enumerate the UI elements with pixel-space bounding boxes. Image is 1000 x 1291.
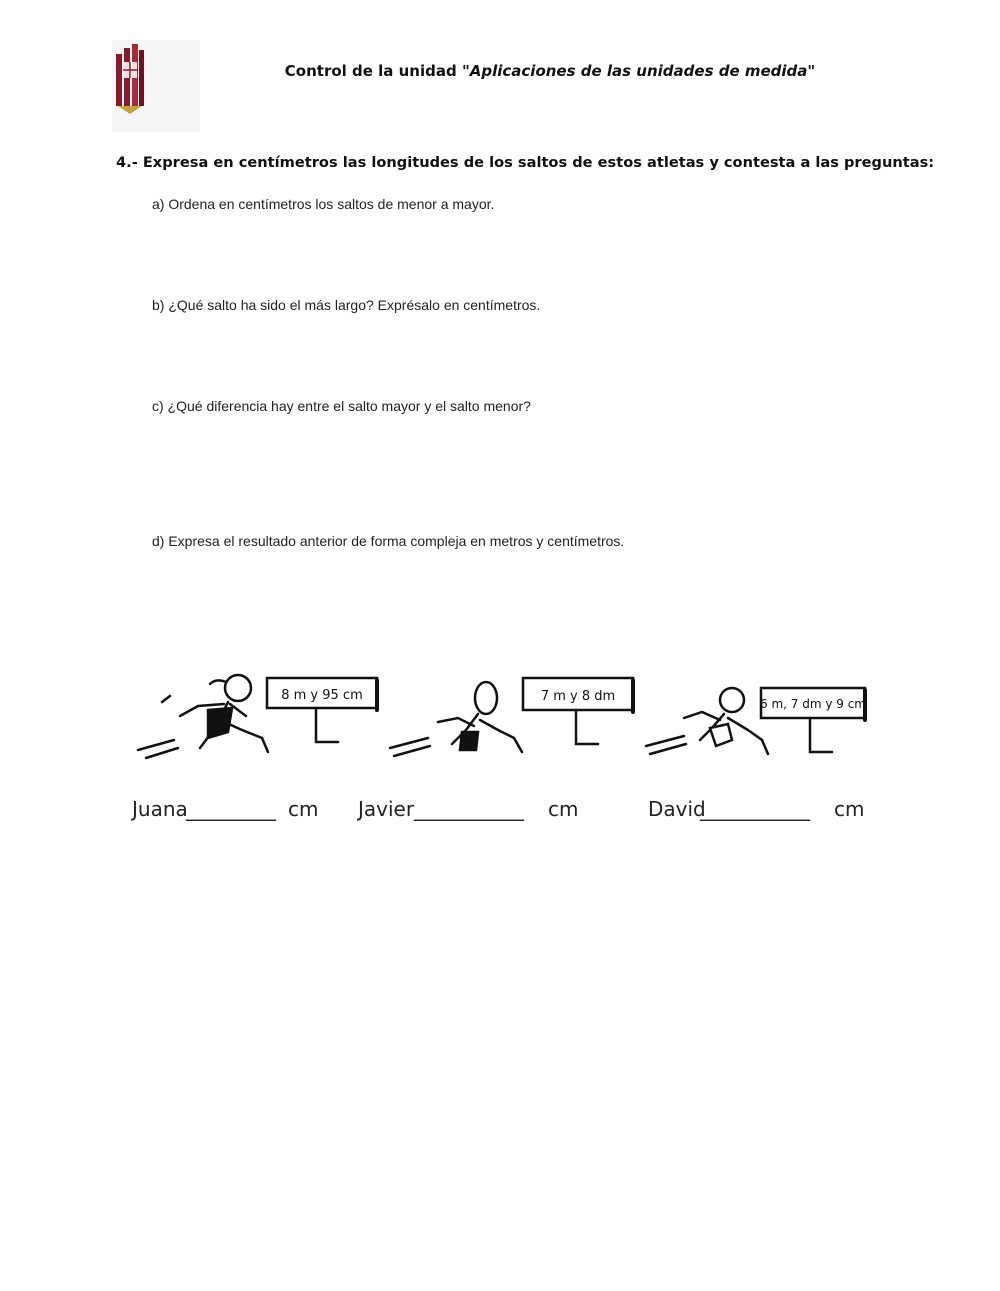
question-d: d) Expresa el resultado anterior de forma compleja en metros y centímetros. [152, 533, 625, 549]
exercise-heading: 4.- Expresa en centímetros las longitudes de los saltos de estos atletas y contesta a las preguntas: [116, 154, 935, 171]
sign-juana: 8 m y 95 cm [281, 688, 363, 703]
question-a: a) Ordena en centímetros los saltos de menor a mayor. [152, 196, 495, 212]
sign-javier: 7 m y 8 dm [540, 689, 616, 704]
unit-juana: cm [288, 797, 319, 821]
long-jump-illustration [128, 660, 878, 835]
unit-david: cm [834, 797, 865, 821]
blank-juana[interactable]: _________ [186, 797, 276, 821]
blank-javier[interactable]: ___________ [414, 797, 524, 821]
school-logo [108, 40, 200, 132]
label-javier: Javier [358, 797, 415, 821]
label-juana: Juana [132, 797, 188, 821]
sign-david: 6 m, 7 dm y 9 cm [760, 697, 866, 711]
page-title: Control de la unidad "Aplicaciones de las unidades de medida" [284, 62, 816, 80]
unit-javier: cm [548, 797, 579, 821]
blank-david[interactable]: ___________ [700, 797, 810, 821]
label-david: David [648, 797, 706, 821]
question-b: b) ¿Qué salto ha sido el más largo? Exprésalo en centímetros. [152, 297, 541, 313]
question-c: c) ¿Qué diferencia hay entre el salto mayor y el salto menor? [152, 398, 531, 414]
